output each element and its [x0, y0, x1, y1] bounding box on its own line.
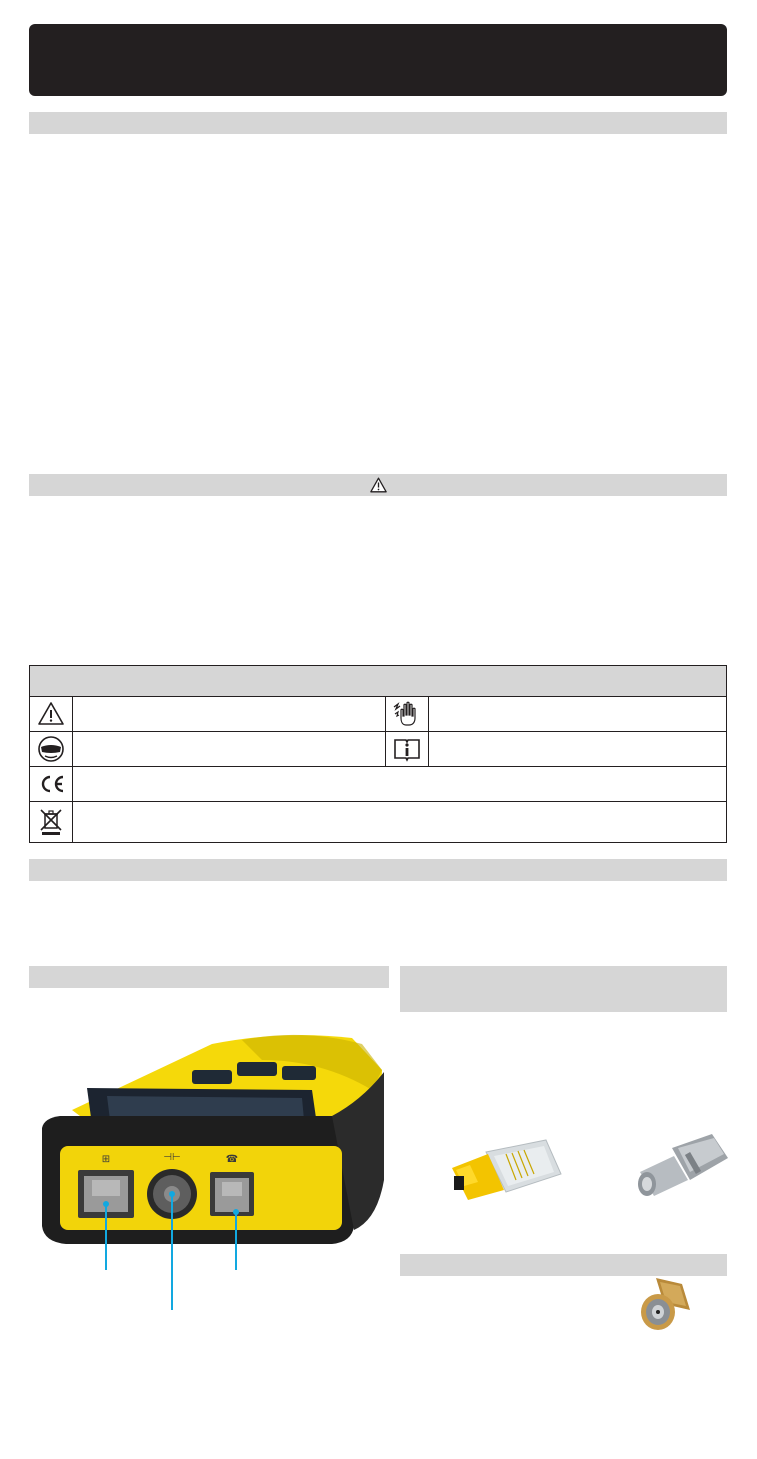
shock-hazard-icon: [392, 699, 422, 729]
section-bar-included: [400, 966, 727, 1012]
warning-icon: [370, 477, 387, 493]
eye-protection-icon: [36, 734, 66, 764]
symbols-table: [29, 665, 727, 843]
section-bar-cleaning: [29, 859, 727, 881]
coax-remote-photo: [632, 1128, 732, 1200]
rj45-remote-photo: [446, 1134, 566, 1202]
title-banner: [29, 24, 727, 96]
section-bar-features: [29, 966, 389, 988]
section-bar-general-specifications: [29, 112, 727, 134]
symbol-desc-warning: [73, 697, 386, 732]
weee-icon: [36, 807, 66, 837]
svg-text:☎: ☎: [225, 1154, 239, 1165]
warning-icon: [36, 699, 66, 729]
symbols-table-header: [30, 666, 727, 697]
ce-mark-icon: [36, 769, 66, 799]
section-bar-accessories: [400, 1254, 727, 1276]
symbol-cell-shock: [386, 697, 429, 732]
callout-line-coax: [171, 1194, 173, 1310]
f-coupler-photo: [638, 1274, 694, 1334]
callout-line-rj11: [235, 1212, 237, 1270]
symbol-desc-ce: [73, 767, 727, 802]
symbol-cell-read-instructions: [386, 732, 429, 767]
symbol-cell-weee: [30, 802, 73, 843]
symbol-cell-eye-protection: [30, 732, 73, 767]
svg-text:⊞: ⊞: [101, 1154, 111, 1165]
section-bar-warnings: [29, 474, 727, 496]
symbol-cell-ce: [30, 767, 73, 802]
symbol-desc-weee: [73, 802, 727, 843]
symbol-desc-read-instructions: [429, 732, 727, 767]
svg-text:⊣⊢: ⊣⊢: [163, 1152, 181, 1163]
callout-line-rj45: [105, 1204, 107, 1270]
symbol-desc-eye-protection: [73, 732, 386, 767]
symbol-desc-shock: [429, 697, 727, 732]
symbol-cell-warning: [30, 697, 73, 732]
read-instructions-icon: [392, 734, 422, 764]
cable-tester-photo: [32, 1030, 387, 1265]
